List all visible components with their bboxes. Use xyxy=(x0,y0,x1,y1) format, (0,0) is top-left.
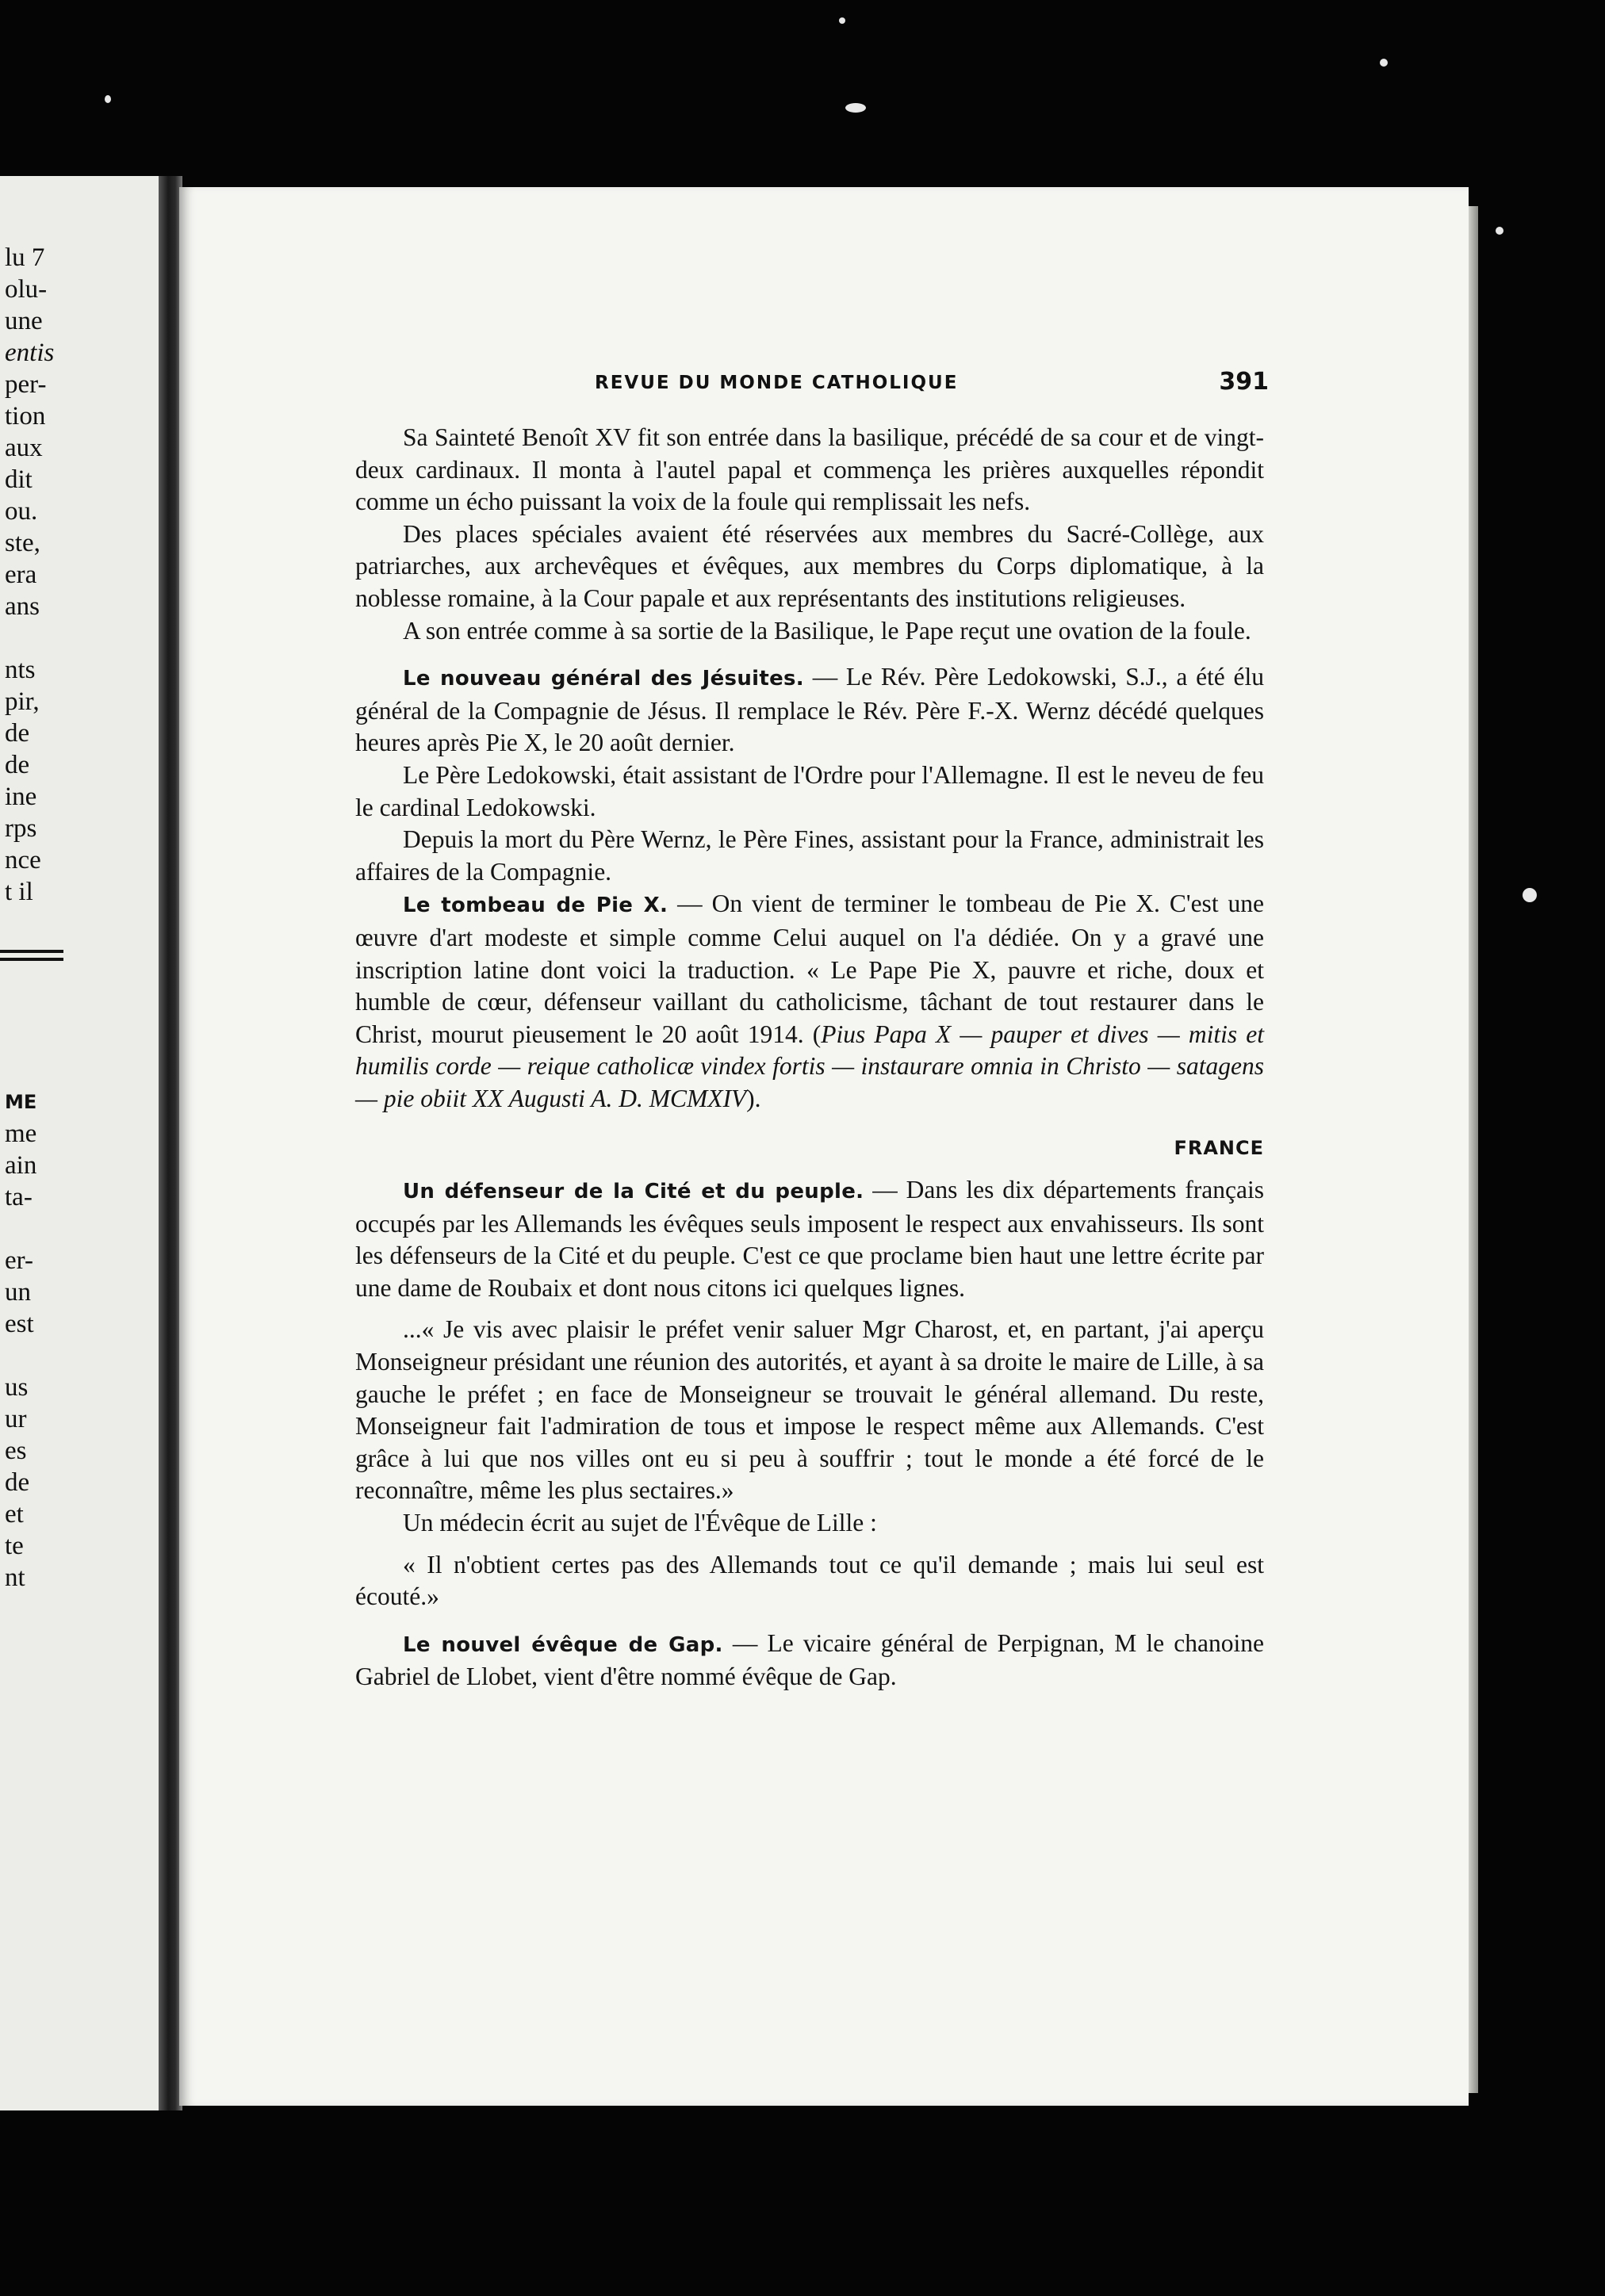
left-page-fragment: entis xyxy=(5,339,55,367)
left-page-fragment: ste, xyxy=(5,529,40,557)
left-page-rule xyxy=(0,958,63,961)
left-page-fragment: ine xyxy=(5,783,37,811)
left-page-fragment: us xyxy=(5,1373,29,1402)
left-page-fragment: lu 7 xyxy=(5,243,45,272)
paragraph-rubric: Le nouvel évêque de Gap. xyxy=(403,1632,723,1657)
paragraph-rubric: Un défenseur de la Cité et du peuple. xyxy=(403,1180,864,1204)
film-dust-spot xyxy=(839,17,845,24)
paragraph: ...« Je vis avec plaisir le préfet venir saluer Mgr Charost, et, en partant, j'ai aperçu Monseigneur présidant une réunion des autorités, et ayant à sa droite le maire de Lille, à sa gauche le préfet ; en face de Monseigneur se trouvait le général allemand. Du reste, Monseigneur fait l'admiration de tous et impose le respect même aux Allemands. C'est grâce à lui que nos villes ont eu si peu à souffrir ; tout le monde a été forcé de le reconnaître, même les plus sectaires.» xyxy=(355,1315,1264,1505)
running-head: REVUE DU MONDE CATHOLIQUE xyxy=(595,373,959,393)
left-page-fragment: ta- xyxy=(5,1183,33,1211)
left-page-fragment: une xyxy=(5,307,43,335)
left-page-fragment: et xyxy=(5,1500,24,1529)
film-dust-spot xyxy=(105,95,111,103)
left-page-fragment: ans xyxy=(5,592,40,621)
left-page-fragment: te xyxy=(5,1532,24,1560)
paragraph: Un médecin écrit au sujet de l'Évêque de Lille : xyxy=(403,1509,877,1536)
page-edge-stack xyxy=(1469,206,1478,2093)
left-page-fragment: ME xyxy=(5,1091,37,1113)
latin-inscription: Pius Papa X — pauper et dives — mitis et humilis corde — reique catholicæ vindex fortis — instaurare omnia in Christo — satagens — pie obiit XX Augusti A. D. MCMXIV xyxy=(355,1020,1264,1112)
paragraph: Le Père Ledokowski, était assistant de l'Ordre pour l'Allemagne. Il est le neveu de feu le cardinal Ledokowski. xyxy=(355,760,1264,821)
left-page-fragment: era xyxy=(5,561,37,589)
paragraph: Sa Sainteté Benoît XV fit son entrée dans la basilique, précédé de sa cour et de vingt-deux cardinaux. Il monta à l'autel papal et commença les prières auxquelles répondit comme un écho puissant la voix de la foule qui remplissait les nefs. xyxy=(355,423,1264,516)
left-page-fragment: me xyxy=(5,1119,37,1148)
paragraph: Depuis la mort du Père Wernz, le Père Fines, assistant pour la France, administrait les affaires de la Compagnie. xyxy=(355,825,1264,886)
left-page-fragment: er- xyxy=(5,1246,33,1275)
paragraph: Le tombeau de Pie X. — On vient de terminer le tombeau de Pie X. C'est une œuvre d'art modeste et simple comme Celui auquel on l'a dédiée. On y a gravé une inscription latine dont voici la traduction. « Le Pape Pie X, pauvre et riche, doux et humble de cœur, défenseur vaillant du catholicisme, tâchant de tout restaurer dans le Christ, mourut pieusement le 20 août 1914. (Pius Papa X — pauper et dives — mitis et humilis corde — reique catholicæ vindex fortis — instaurare omnia in Christo — satagens — pie obiit XX Augusti A. D. MCMXIV). xyxy=(355,890,1264,1112)
page-header xyxy=(595,368,1269,412)
left-page-fragment: nts xyxy=(5,656,36,684)
paragraph: A son entrée comme à sa sortie de la Basilique, le Pape reçut une ovation de la foule. xyxy=(403,616,1251,645)
left-page-fragment: rps xyxy=(5,814,37,843)
left-page-fragment: nce xyxy=(5,846,41,874)
left-page-rule xyxy=(0,950,63,953)
film-dust-spot xyxy=(1523,888,1537,902)
left-page-fragment: de xyxy=(5,751,30,779)
paragraph: Des places spéciales avaient été réservées aux membres du Sacré-Collège, aux patriarches, aux archevêques et évêques, aux membres du Corps diplomatique, à la noblesse romaine, à la Cour papale et aux représentants des institutions religieuses. xyxy=(355,519,1264,612)
paragraph: Un défenseur de la Cité et du peuple. — Dans les dix départements français occupés par les Allemands les évêques seuls imposent le respect aux envahisseurs. Ils sont les défenseurs de la Cité et du peuple. C'est ce que proclame bien haut une lettre écrite par une dame de Roubaix et dont nous citons ici quelques lignes. xyxy=(355,1176,1264,1302)
left-page-fragment: olu- xyxy=(5,275,48,304)
left-page-fragment: pir, xyxy=(5,687,40,716)
left-page-fragment: nt xyxy=(5,1563,25,1592)
paragraph-rubric: Le tombeau de Pie X. xyxy=(403,894,668,918)
left-page-fragment: tion xyxy=(5,402,46,430)
paragraph: Le nouvel évêque de Gap. — Le vicaire général de Perpignan, M le chanoine Gabriel de Llobet, vient d'être nommé évêque de Gap. xyxy=(355,1628,1264,1691)
left-page-fragment: ur xyxy=(5,1405,27,1433)
article-body xyxy=(355,422,1264,1693)
left-page-fragment: per- xyxy=(5,370,47,399)
left-page-fragment: aux xyxy=(5,434,43,462)
film-dust-spot xyxy=(845,103,866,113)
left-page-fragment: de xyxy=(5,719,30,748)
paragraph-rubric: Le nouveau général des Jésuites. xyxy=(403,667,804,691)
left-page-fragment: un xyxy=(5,1278,31,1307)
left-page-edge xyxy=(0,176,159,2110)
film-dust-spot xyxy=(1496,227,1503,235)
left-page-fragment: est xyxy=(5,1310,34,1338)
section-heading: FRANCE xyxy=(1174,1137,1264,1160)
left-page-fragment: de xyxy=(5,1468,30,1497)
left-page-fragment: dit xyxy=(5,465,33,494)
left-page-fragment: t il xyxy=(5,878,33,906)
left-page-fragment: es xyxy=(5,1437,27,1465)
page-number: 391 xyxy=(1219,368,1269,396)
left-page-fragment: ain xyxy=(5,1151,37,1180)
paragraph: Le nouveau général des Jésuites. — Le Rév. Père Ledokowski, S.J., a été élu général de la Compagnie de Jésus. Il remplace le Rév. Père F.-X. Wernz décédé quelques heures après Pie X, le 20 août dernier. xyxy=(355,663,1264,757)
left-page-fragment: ou. xyxy=(5,497,38,526)
film-dust-spot xyxy=(1380,59,1388,67)
paragraph: « Il n'obtient certes pas des Allemands tout ce qu'il demande ; mais lui seul est écouté.» xyxy=(355,1550,1264,1611)
